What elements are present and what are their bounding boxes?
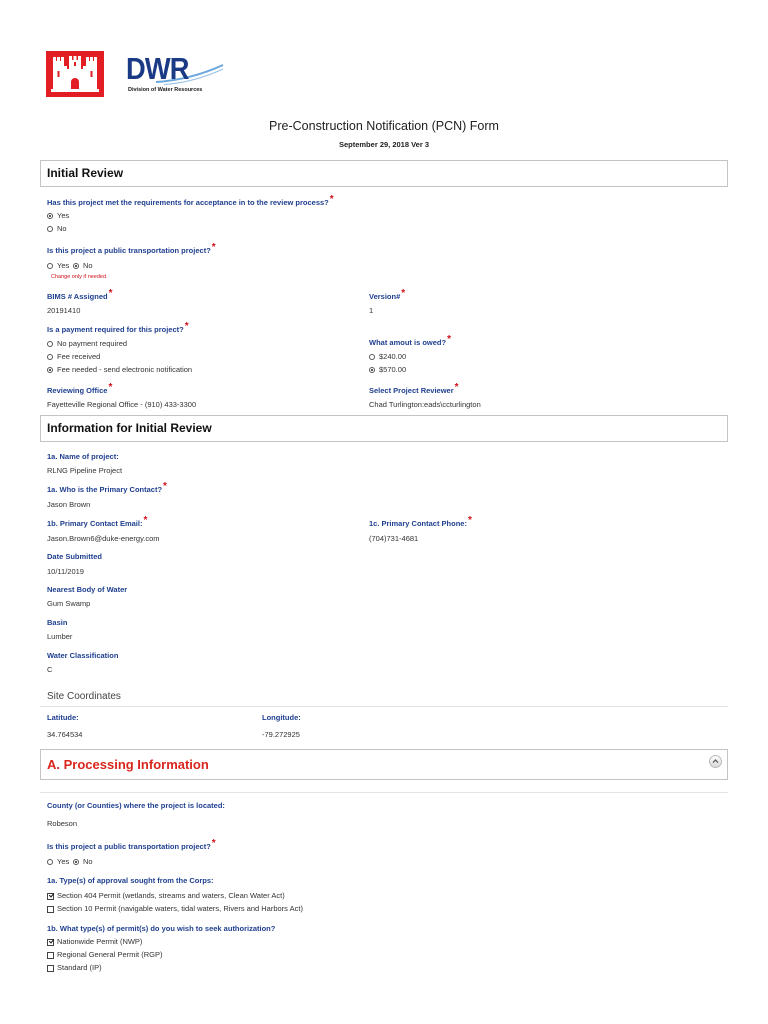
county-value: Robeson [47, 819, 78, 828]
date-submitted-value: 10/11/2019 [47, 567, 84, 576]
option-label: Fee received [57, 352, 101, 361]
radio-button[interactable] [73, 859, 79, 865]
radio-button[interactable] [47, 354, 53, 360]
amount-owed-question-text: What amout is owed? [369, 338, 447, 347]
contact-email-value: Jason.Brown6@duke-energy.com [47, 534, 160, 543]
processing-public-transportation-option-yes[interactable] [47, 857, 69, 867]
amount-option-570[interactable] [369, 365, 406, 375]
option-label: $570.00 [379, 365, 407, 374]
project-reviewer-label [369, 382, 459, 396]
form-version: September 29, 2018 Ver 3 [338, 139, 430, 149]
primary-contact-value: Jason Brown [47, 500, 91, 509]
reviewing-office-label-text: Reviewing Office [47, 386, 108, 395]
amount-owed-question [369, 334, 451, 348]
required-marker: * [401, 288, 406, 299]
option-label: Fee needed - send electronic notification [57, 365, 193, 374]
option-label: Section 404 Permit (wetlands, streams and waters, Clean Water Act) [57, 891, 285, 900]
radio-button[interactable] [369, 354, 375, 360]
public-transportation-question [47, 242, 216, 256]
section-initial-review [40, 160, 728, 187]
option-label: Standard (IP) [57, 963, 102, 972]
required-marker: * [454, 382, 459, 393]
longitude-label: Longitude: [262, 713, 301, 722]
amount-option-240[interactable] [369, 352, 406, 362]
public-transportation-option-yes[interactable] [47, 261, 69, 271]
processing-public-transportation-question [47, 838, 216, 852]
water-classification-value: C [47, 665, 53, 674]
divider [40, 706, 728, 707]
radio-button[interactable] [73, 263, 79, 269]
required-marker: * [447, 334, 451, 345]
option-label: No [57, 224, 67, 233]
option-label: Section 10 Permit (navigable waters, tidal waters, Rivers and Harbors Act) [57, 904, 303, 913]
section-title: Initial Review [47, 166, 124, 180]
radio-button[interactable] [47, 213, 53, 219]
option-label: No payment required [57, 339, 128, 348]
option-label: Regional General Permit (RGP) [57, 950, 163, 959]
dwr-logo-subtitle: Division of Water Resources [128, 87, 203, 93]
checkbox[interactable] [47, 906, 54, 913]
checkbox[interactable] [47, 952, 54, 959]
project-reviewer-label-text: Select Project Reviewer [369, 386, 454, 395]
project-name-value: RLNG Pipeline Project [47, 466, 123, 475]
checkbox[interactable] [47, 965, 54, 972]
contact-email-label-text: 1b. Primary Contact Email: [47, 519, 143, 528]
nearest-water-label: Nearest Body of Water [47, 585, 128, 594]
acceptance-question-text: Has this project met the requirements for acceptance in to the review process? [47, 198, 329, 207]
reviewing-office-label [47, 382, 113, 396]
option-label: Yes [57, 211, 70, 220]
nearest-water-value: Gum Swamp [47, 599, 91, 608]
primary-contact-label [47, 481, 167, 495]
latitude-value: 34.764534 [47, 730, 83, 739]
public-transportation-question-text: Is this project a public transportation project? [47, 246, 211, 255]
version-value: 1 [369, 306, 374, 315]
water-classification-label: Water Classification [47, 651, 119, 660]
checkbox[interactable] [47, 893, 54, 900]
required-marker: * [211, 838, 216, 849]
acceptance-option-yes[interactable] [47, 211, 69, 221]
radio-button[interactable] [47, 341, 53, 347]
castle-logo [46, 51, 104, 97]
required-marker: * [108, 288, 113, 299]
contact-email-label [47, 515, 148, 529]
required-marker: * [467, 515, 472, 526]
divider [40, 792, 728, 793]
option-label: No [83, 857, 93, 866]
latitude-label: Latitude: [47, 713, 79, 722]
public-transportation-option-no[interactable] [73, 261, 93, 271]
payment-option-received[interactable] [47, 352, 100, 362]
processing-public-transportation-option-no[interactable] [73, 857, 93, 867]
page-title: Pre-Construction Notification (PCN) Form [269, 119, 499, 133]
dwr-logo-text: DWR [126, 51, 189, 86]
required-marker: * [108, 382, 113, 393]
project-name-label: 1a. Name of project: [47, 452, 119, 461]
contact-phone-label [369, 515, 472, 529]
longitude-value: -79.272925 [262, 730, 300, 739]
permit-option-rgp[interactable] [47, 950, 162, 960]
chevron-up-circle-icon[interactable] [709, 755, 722, 768]
required-marker: * [329, 194, 334, 205]
option-label: Nationwide Permit (NWP) [57, 937, 143, 946]
acceptance-question [47, 194, 334, 208]
permit-types-label: 1b. What type(s) of permit(s) do you wish to seek authorization? [47, 924, 276, 933]
reviewing-office-value: Fayetteville Regional Office - (910) 433-3300 [47, 400, 197, 409]
required-marker: * [184, 321, 189, 332]
checkbox[interactable] [47, 939, 54, 946]
primary-contact-label-text: 1a. Who is the Primary Contact? [47, 485, 163, 494]
contact-phone-label-text: 1c. Primary Contact Phone: [369, 519, 467, 528]
county-label: County (or Counties) where the project is located: [47, 801, 225, 810]
option-label: Yes [57, 857, 70, 866]
bims-value: 20191410 [47, 306, 81, 315]
approval-option-section-404[interactable] [47, 891, 285, 901]
payment-option-none[interactable] [47, 339, 127, 349]
public-transportation-question-text: Is this project a public transportation project? [47, 842, 211, 851]
project-reviewer-value: Chad Turlington:eads\ccturlington [369, 400, 481, 409]
radio-button[interactable] [47, 859, 53, 865]
radio-button[interactable] [369, 367, 375, 373]
payment-question [47, 321, 189, 335]
radio-button[interactable] [47, 226, 53, 232]
section-title: A. Processing Information [47, 757, 209, 772]
section-title: Information for Initial Review [47, 421, 212, 435]
version-label-text: Version# [369, 292, 401, 301]
approval-types-label: 1a. Type(s) of approval sought from the Corps: [47, 876, 214, 885]
radio-button[interactable] [47, 367, 53, 373]
site-coordinates-heading: Site Coordinates [47, 691, 121, 702]
version-label [369, 288, 406, 302]
bims-label-text: BIMS # Assigned [47, 292, 108, 301]
permit-option-nwp[interactable] [47, 937, 142, 947]
payment-question-text: Is a payment required for this project? [47, 325, 184, 334]
permit-option-standard[interactable] [47, 963, 102, 973]
section-processing-information [40, 749, 728, 780]
basin-value: Lumber [47, 632, 73, 641]
option-label: Yes [57, 261, 70, 270]
basin-label: Basin [47, 618, 68, 627]
option-label: $240.00 [379, 352, 407, 361]
option-label: No [83, 261, 93, 270]
contact-phone-value: (704)731-4681 [369, 534, 419, 543]
required-marker: * [143, 515, 148, 526]
payment-option-needed[interactable] [47, 365, 192, 375]
acceptance-option-no[interactable] [47, 224, 67, 234]
bims-label [47, 288, 113, 302]
radio-button[interactable] [47, 263, 53, 269]
change-note: Change only if needed. [51, 274, 108, 280]
approval-option-section-10[interactable] [47, 904, 303, 914]
required-marker: * [211, 242, 216, 253]
section-initial-information [40, 415, 728, 442]
date-submitted-label: Date Submitted [47, 552, 103, 561]
required-marker: * [163, 481, 167, 492]
